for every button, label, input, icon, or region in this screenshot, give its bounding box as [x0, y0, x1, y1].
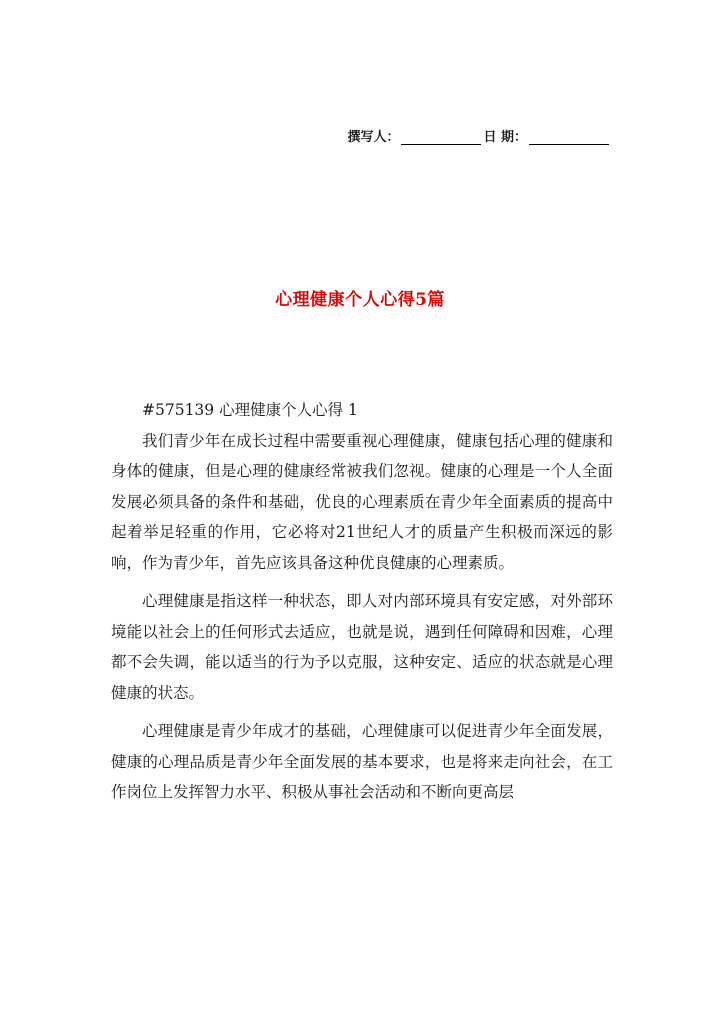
author-date-line [347, 126, 611, 145]
document-body [111, 395, 613, 816]
date-blank-field [529, 130, 609, 145]
paragraph-1: 我们青少年在成长过程中需要重视心理健康，健康包括心理的健康和身体的健康，但是心理的健康经常被我们忽视。健康的心理是一个人全面发展必须具备的条件和基础，优良的心理素质在青少年全面素质的提高中起着举足轻重的作用，它必将对21世纪人才的质量产生积极而深远的影响，作为青少年，首先应该具备这种优良健康的心理素质。 [111, 431, 613, 572]
paragraph-2: 心理健康是指这样一种状态，即人对内部环境具有安定感，对外部环境能以社会上的任何形式去适应，也就是说，遇到任何障碍和因难，心理都不会失调，能以适当的行为予以克服，这种安定、适应的状态就是心理健康的状态。 [111, 592, 613, 702]
date-label: 日 期： [483, 130, 527, 145]
section-subheading: #575139 心理健康个人心得 1 [142, 401, 358, 419]
document-title: 心理健康个人心得5篇 [275, 290, 445, 310]
paragraph-3: 心理健康是青少年成才的基础，心理健康可以促进青少年全面发展，健康的心理品质是青少年全面发展的基本要求，也是将来走向社会，在工作岗位上发挥智力水平、积极从事社会活动和不断向更高层 [111, 722, 613, 801]
author-blank-field [401, 130, 481, 145]
author-label: 撰写人： [347, 130, 400, 145]
